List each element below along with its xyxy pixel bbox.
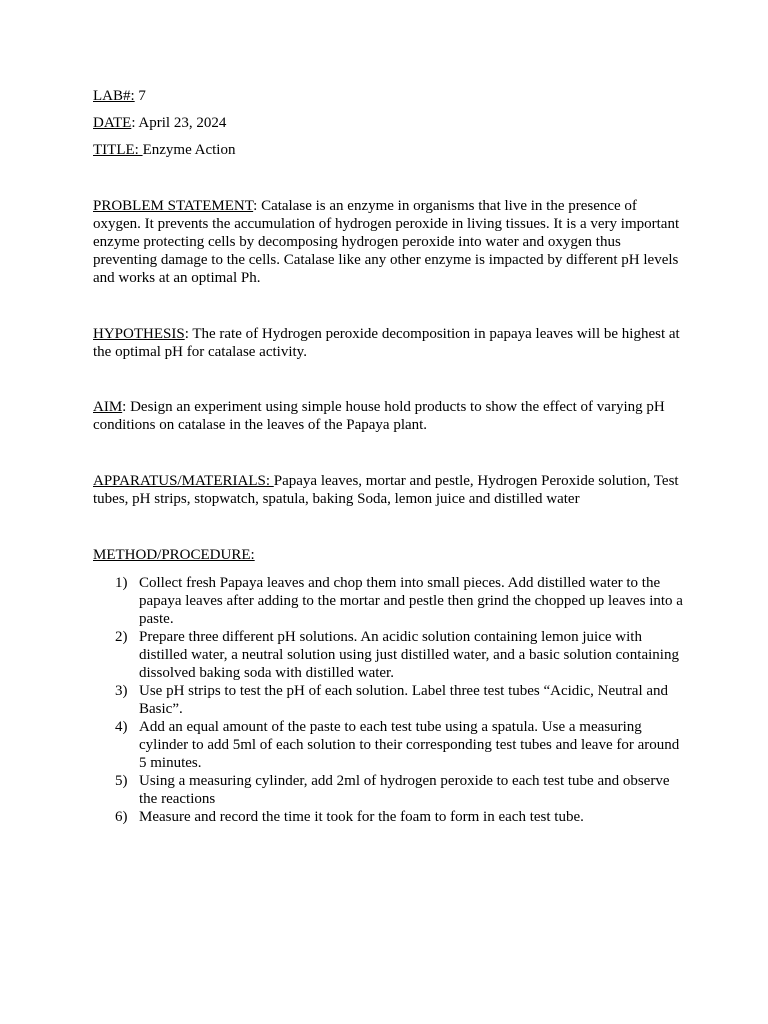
procedure-step-number: 3) (115, 683, 128, 699)
procedure-step-text: Prepare three different pH solutions. An acidic solution containing lemon juice with distilled water, a neutral solution using just distilled water, and a basic solution containing dissolved baking soda with distilled water. (139, 629, 679, 681)
procedure-step-text: Add an equal amount of the paste to each test tube using a spatula. Use a measuring cylinder to add 5ml of each solution to their corresponding test tubes and leave for around 5 minutes. (139, 719, 680, 771)
title-line (93, 141, 683, 159)
lab-number-line (93, 87, 683, 105)
procedure-step (93, 772, 683, 808)
aim-label: AIM (93, 399, 123, 415)
procedure-step (93, 682, 683, 718)
procedure-step (93, 718, 683, 772)
procedure-step-text: Collect fresh Papaya leaves and chop them into small pieces. Add distilled water to the papaya leaves after adding to the mortar and pestle then grind the chopped up leaves into a paste. (139, 575, 683, 627)
procedure-step-number: 2) (115, 629, 128, 645)
lab-number-label: LAB#: (93, 88, 135, 104)
hypothesis-section (93, 325, 683, 361)
date-line (93, 114, 683, 132)
procedure-step-text: Use pH strips to test the pH of each solution. Label three test tubes “Acidic, Neutral and Basic”. (139, 683, 669, 717)
procedure-step-number: 5) (115, 773, 128, 789)
problem-statement-text: : Catalase is an enzyme in organisms that live in the presence of oxygen. It prevents the accumulation of hydrogen peroxide in living tissues. It is a very important enzyme protecting cells by decomposing hydrogen peroxide into water and oxygen thus preventing damage to the cells. Catalase like any other enzyme is impacted by different pH levels and works at an optimal Ph. (93, 198, 680, 286)
apparatus-text: Papaya leaves, mortar and pestle, Hydrogen Peroxide solution, Test tubes, pH strips, stopwatch, spatula, baking Soda, lemon juice and distilled water (93, 473, 679, 507)
title-label: TITLE: (93, 142, 143, 158)
lab-number-value: 7 (134, 88, 146, 104)
procedure-step-text: Using a measuring cylinder, add 2ml of hydrogen peroxide to each test tube and observe the reactions (139, 773, 670, 807)
problem-statement-section (93, 197, 683, 287)
problem-statement-label: PROBLEM STATEMENT (93, 198, 254, 214)
hypothesis-label: HYPOTHESIS (93, 326, 185, 342)
hypothesis-text: : The rate of Hydrogen peroxide decomposition in papaya leaves will be highest at the optimal pH for catalase activity. (93, 326, 680, 360)
procedure-step-text: Measure and record the time it took for the foam to form in each test tube. (139, 809, 584, 825)
procedure-step (93, 808, 683, 826)
lab-report-page (93, 87, 683, 826)
procedure-step (93, 574, 683, 628)
method-label: METHOD/PROCEDURE: (93, 547, 255, 563)
apparatus-section (93, 472, 683, 508)
date-label: DATE (93, 115, 132, 131)
method-heading (93, 546, 683, 564)
procedure-step-number: 6) (115, 809, 128, 825)
date-value: : April 23, 2024 (131, 115, 227, 131)
procedure-step-number: 4) (115, 719, 128, 735)
aim-section (93, 398, 683, 434)
procedure-step-number: 1) (115, 575, 128, 591)
procedure-step (93, 628, 683, 682)
procedure-list (93, 574, 683, 826)
apparatus-label: APPARATUS/MATERIALS: (93, 473, 274, 489)
aim-text: : Design an experiment using simple house hold products to show the effect of varying pH conditions on catalase in the leaves of the Papaya plant. (93, 399, 665, 433)
title-value: Enzyme Action (142, 142, 236, 158)
